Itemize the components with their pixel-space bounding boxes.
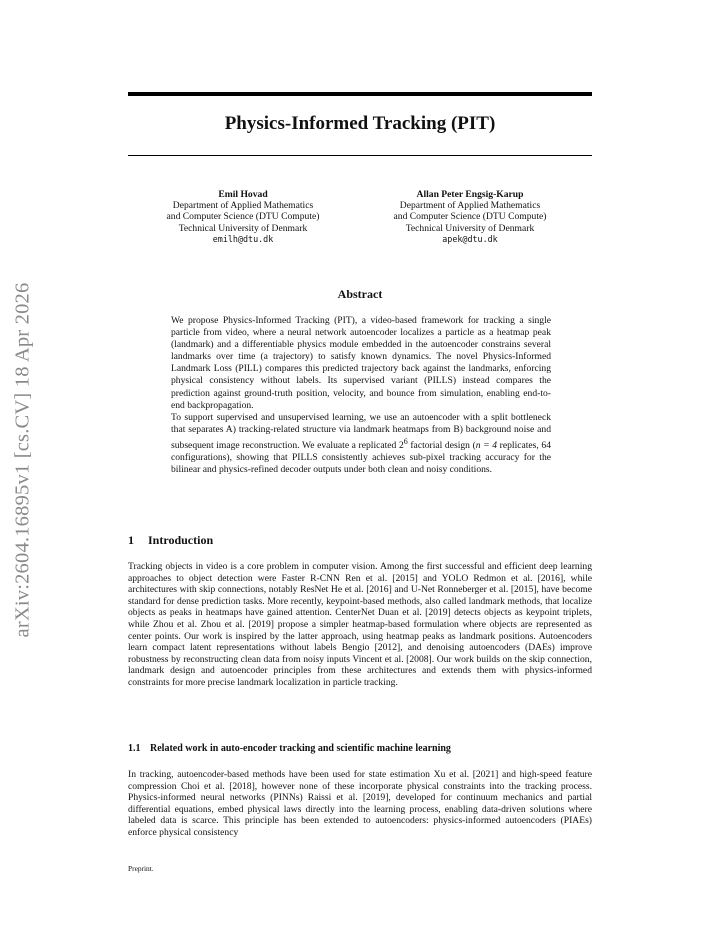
- author-department: Department of Applied Mathematics: [172, 200, 314, 212]
- subsection-number: 1.1: [128, 743, 141, 754]
- footer-note: Preprint.: [128, 864, 154, 873]
- author-email[interactable]: apek@dtu.dk: [442, 233, 498, 244]
- section-heading-introduction: [128, 533, 213, 548]
- section-number: 1: [128, 533, 134, 547]
- related-work-paragraph: In tracking, autoencoder-based methods have been used for state estimation Xu et al. [2021] and high-speed feature compression Choi et al. [2018], however none of these incorporate physical constraints into the tracking process. Physics-informed neural networks (PINNs) Raissi et al. [2019], developed for continuum mechanics and partial differential equations, embed physical laws directly into the learning process, enabling data-driven solutions where labeled data is scarce. This principle has been extended to autoencoders: physics-informed autoencoders (PIAEs) enforce physical consistency: [128, 769, 592, 838]
- factorial-exponent: 6: [403, 436, 408, 446]
- author-university: Technical University of Denmark: [178, 222, 308, 234]
- abstract-paragraph-2: [171, 412, 551, 477]
- title-rule-bottom: [128, 155, 592, 156]
- abstract-paragraph-1: We propose Physics-Informed Tracking (PIT), a video-based framework for tracking a single particle from video, where a neural network autoencoder localizes a particle as a heatmap peak (landmark) and a differentiable physics module embedded in the autoencoder constrains several landmarks over time (a trajectory) to satisfy known dynamics. The novel Physics-Informed Landmark Loss (PILL) compares this predicted trajectory back against the landmarks, enforcing physical consistency without labels. Its supervised variant (PILLS) instead compares the prediction against ground-truth position, velocity, and bounce from simulation, enabling end-to-end backpropagation.: [171, 315, 551, 411]
- abstract-text: replicates, 64 configurations), showing that PILLS consistently achieves sub-pixel tracking accuracy for the bilinear and physics-refined decoder outputs under both clean and noisy conditions.: [171, 440, 552, 476]
- author-department: Department of Applied Mathematics: [399, 200, 541, 212]
- arxiv-identifier-text: arXiv:2604.16895v1 [cs.CV] 18 Apr 2026: [11, 282, 34, 638]
- author-2: [348, 189, 592, 245]
- title-rule-top: [128, 92, 592, 96]
- author-1: [128, 189, 358, 245]
- author-department-line2: and Computer Science (DTU Compute): [166, 211, 320, 223]
- author-department-line2: and Computer Science (DTU Compute): [393, 211, 547, 223]
- replicates-formula: n = 4: [475, 440, 498, 452]
- section-title: Introduction: [148, 533, 214, 547]
- subsection-title: Related work in auto-encoder tracking and scientific machine learning: [150, 743, 451, 754]
- author-university: Technical University of Denmark: [405, 222, 535, 234]
- author-name: Emil Hovad: [218, 189, 268, 200]
- author-name: Allan Peter Engsig-Karup: [416, 189, 524, 200]
- paper-title: Physics-Informed Tracking (PIT): [224, 113, 496, 134]
- arxiv-identifier-stamp[interactable]: [8, 260, 38, 660]
- abstract-text: factorial design (: [407, 440, 476, 452]
- abstract-text: To support supervised and unsupervised learning, we use an autoencoder with a split bottleneck that separates A) tracking-related structure via landmark heatmaps from B) background noise and subsequent image reconstruction. We evaluate a replicated 2: [171, 411, 551, 452]
- author-block: [128, 189, 592, 259]
- abstract-heading: Abstract: [337, 287, 383, 301]
- author-email[interactable]: emilh@dtu.dk: [212, 233, 274, 244]
- subsection-heading-related-work: [128, 743, 451, 754]
- abstract-body: [171, 315, 551, 476]
- introduction-paragraph: Tracking objects in video is a core problem in computer vision. Among the first successful and efficient deep learning approaches to object detection were Faster R-CNN Ren et al. [2015] and YOLO Redmon et al. [2016], while architectures with skip connections, notably ResNet He et al. [2016] and U-Net Ronneberger et al. [2015], have become standard for dense prediction tasks. More recently, keypoint-based methods, also called landmark methods, that localize objects as peaks in heatmaps have gained attention. CenterNet Duan et al. [2019] detects objects as keypoint triplets, while Zhou et al. Zhou et al. [2019] propose a simpler heatmap-based formulation where objects are represented as center points. Our work is inspired by the latter approach, using heatmap peaks as landmark positions. Autoencoders learn compact latent representations without labels Bengio [2012], and denoising autoencoders (DAEs) improve robustness by reconstructing clean data from noisy inputs Vincent et al. [2008]. Our work builds on the skip connection, landmark design and autoencoder principles from these architectures and extends them with physics-informed constraints for more precise landmark localization in particle tracking.: [128, 561, 592, 688]
